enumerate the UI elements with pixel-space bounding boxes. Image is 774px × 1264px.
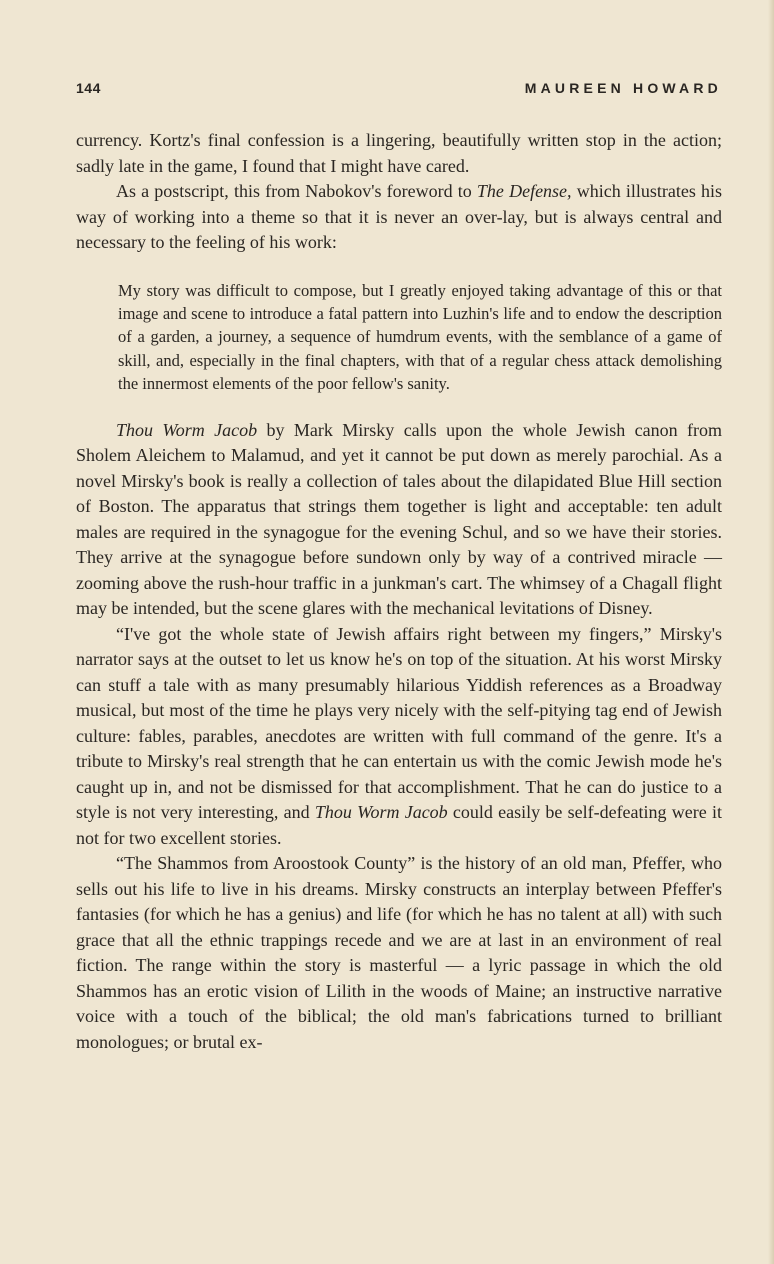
paragraph-2 <box>76 179 722 256</box>
page-number: 144 <box>76 80 101 96</box>
page-header <box>76 80 722 102</box>
paragraph-4-text-end: could easily be self-defeating were it not for two excellent stories. <box>76 802 722 848</box>
body-text <box>76 128 722 1055</box>
paragraph-2-text-end: which illustrates his way of working into a theme so that it is never an over-lay, but is always central and necessary to the feeling of his work: <box>76 181 722 252</box>
book-title-the-defense: The Defense, <box>476 181 572 201</box>
block-quote: My story was difficult to compose, but I greatly enjoyed taking advantage of this or that image and scene to introduce a fatal pattern into Luzhin's life and to endow the description of a garden, a journey, a sequence of humdrum events, with the semblance of a game of skill, and, especially in the final chapters, with that of a regular chess attack demolishing the innermost elements of the poor fellow's sanity. <box>118 280 722 394</box>
paragraph-3-text: by Mark Mirsky calls upon the whole Jewish canon from Sholem Aleichem to Malamud, and yet it cannot be put down as merely parochial. As a novel Mirsky's book is really a collection of tales about the dilapidated Blue Hill section of Boston. The apparatus that strings them together is light and acceptable: ten adult males are required in the synagogue for the evening Schul, and so we have their stories. They arrive at the synagogue before sundown only by way of a contrived miracle — zooming above the rush-hour traffic in a junkman's cart. The whimsey of a Chagall flight may be intended, but the scene glares with the mechanical levitations of Disney. <box>76 419 722 619</box>
paragraph-4-text: “I've got the whole state of Jewish affairs right between my fingers,” Mirsky's narrator says at the outset to let us know he's on top of the situation. At his worst Mirsky can stuff a tale with as many presumably hilarious Yiddish references as a Broadway musical, but most of the time he plays very nicely with the self-pitying tag end of Jewish culture: fables, parables, anecdotes are written with full command of the genre. It's a tribute to Mirsky's real strength that he can entertain us with the comic Jewish mode he's caught up in, and not be dismissed for that accomplishment. That he can do justice to a style is not very interesting, and <box>76 623 722 823</box>
book-title-thou-worm-jacob: Thou Worm Jacob <box>116 419 258 440</box>
book-title-thou-worm-jacob-2: Thou Worm Jacob <box>314 802 448 823</box>
paragraph-3 <box>76 418 722 622</box>
page-edge <box>768 0 774 1264</box>
paragraph-5: “The Shammos from Aroostook County” is the history of an old man, Pfeffer, who sells out his life to live in his dreams. Mirsky constructs an interplay between Pfeffer's fantasies (for which he has a genius) and life (for which he has no talent at all) with such grace that all the ethnic trappings recede and we are at last in an environment of real fiction. The range within the story is masterful — a lyric passage in which the old Shammos has an erotic vision of Lilith in the woods of Maine; an instructive narrative voice with a touch of the biblical; the old man's fabrications turned to brilliant monologues; or brutal ex- <box>76 853 722 1052</box>
paragraph-1: currency. Kortz's final confession is a lingering, beautifully written stop in the action; sadly late in the game, I found that I might have cared. <box>76 130 722 176</box>
paragraph-4 <box>76 622 722 852</box>
paragraph-2-text: As a postscript, this from Nabokov's foreword to <box>116 181 477 201</box>
running-head: MAUREEN HOWARD <box>524 80 722 96</box>
